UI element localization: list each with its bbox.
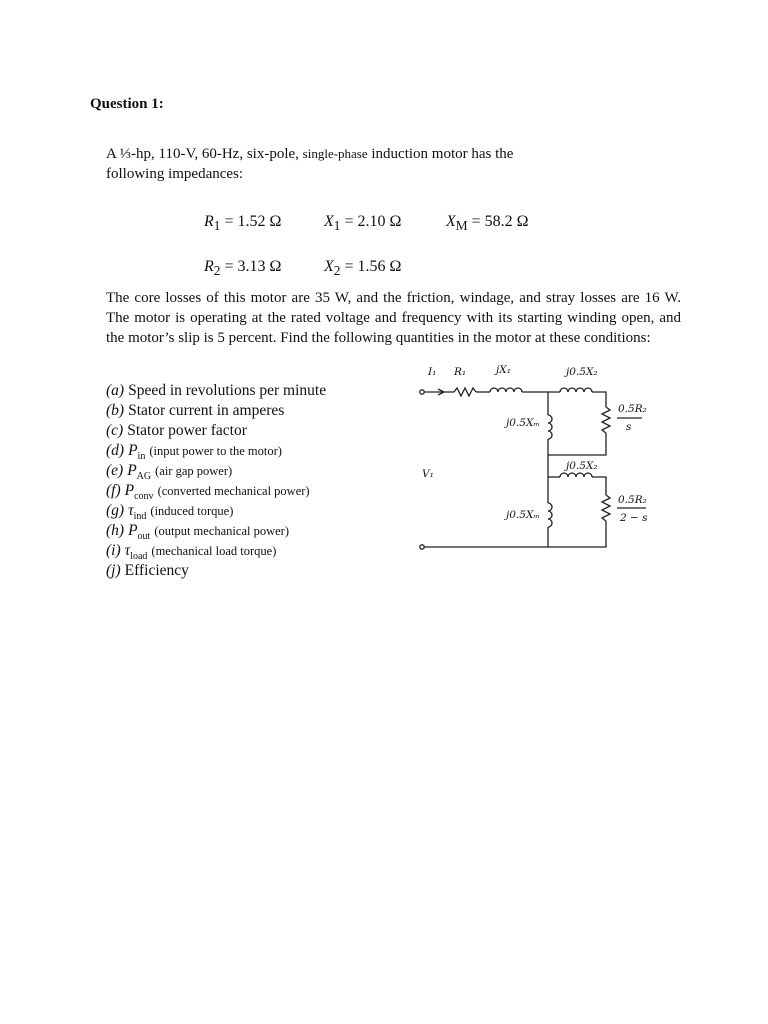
jx1-inductor (490, 388, 522, 392)
label-jx2-bot: j0.5X₂ (566, 460, 598, 472)
eq-x1-value: = 2.10 Ω (344, 213, 402, 230)
eq-x1-symbol: X (324, 213, 334, 230)
item-b-letter: (b) (106, 402, 125, 419)
eq-r2-sub: 2 (213, 263, 221, 279)
label-r2-bot-den: 2 − s (620, 512, 648, 524)
eq-r1-sub: 1 (213, 218, 221, 234)
eq-x1-sub: 1 (333, 218, 341, 234)
item-a-letter: (a) (106, 382, 125, 399)
item-e-note: (air gap power) (155, 464, 233, 478)
item-i-sub: load (130, 551, 148, 563)
item-h-symbol: P (128, 522, 138, 539)
item-j-letter: (j) (106, 562, 121, 579)
eq-x2-value: = 1.56 Ω (344, 258, 402, 275)
item-f-note: (converted mechanical power) (157, 484, 310, 498)
eq-x2 (324, 258, 401, 279)
item-g-symbol: τ (128, 502, 134, 519)
item-f-symbol: P (124, 482, 135, 499)
problem-paragraph: The core losses of this motor are 35 W, and the friction, windage, and stray losses are 16 W. The motor is operating at the rated voltage and frequency with its starting winding open, and the motor’s slip is 5 percent. Find the following quantities in the motor at these conditions: (106, 290, 681, 346)
item-b (106, 402, 284, 420)
intro-part-b: induction motor has the (371, 146, 514, 162)
label-jx1: jX₁ (496, 364, 511, 376)
item-g-sub: ind (133, 511, 147, 523)
label-jx2-top: j0.5X₂ (566, 366, 598, 378)
label-r2-bot-num: 0.5R₂ (618, 494, 647, 506)
eq-r1-symbol: R (204, 213, 214, 230)
item-d-sub: in (137, 451, 146, 463)
eq-r2 (204, 258, 281, 279)
eq-r1 (204, 213, 281, 234)
item-e-letter: (e) (106, 462, 124, 479)
question-title: Question 1: (90, 96, 164, 112)
item-d (106, 442, 282, 462)
item-i-symbol: τ (124, 542, 131, 559)
item-g-note: (induced torque) (150, 504, 234, 518)
item-h-sub: out (137, 531, 151, 543)
item-d-symbol: P (128, 442, 138, 459)
intro-part-a: A ⅓-hp, 110-V, 60-Hz, six-pole, (106, 146, 299, 162)
item-f-letter: (f) (106, 482, 121, 499)
eq-r1-value: = 1.52 Ω (224, 213, 282, 230)
jxm-top-inductor (548, 415, 552, 439)
eq-x2-symbol: X (324, 258, 334, 275)
item-j-text: Efficiency (124, 562, 189, 579)
item-e (106, 462, 232, 482)
jx2-top-inductor (560, 388, 592, 392)
item-c (106, 422, 247, 440)
label-r2-top-den: s (626, 421, 632, 433)
r2-top-resistor (602, 407, 610, 433)
item-g-letter: (g) (106, 502, 125, 519)
item-e-symbol: P (127, 462, 137, 479)
intro-text (106, 144, 626, 184)
label-r1: R₁ (454, 366, 467, 378)
item-j (106, 562, 189, 580)
item-h (106, 522, 289, 542)
label-i1: I₁ (428, 366, 437, 378)
label-jxm-bot: j0.5Xₘ (506, 509, 540, 521)
label-r2-top-num: 0.5R₂ (618, 403, 647, 415)
equivalent-circuit-diagram (410, 355, 690, 565)
r2-bot-resistor (602, 495, 610, 521)
eq-x1 (324, 213, 401, 234)
top-terminal (420, 390, 424, 394)
item-c-text: Stator power factor (127, 422, 247, 439)
item-e-sub: AG (136, 471, 152, 483)
bottom-terminal (420, 545, 424, 549)
label-jxm-top: j0.5Xₘ (506, 417, 540, 429)
item-h-letter: (h) (106, 522, 125, 539)
eq-xm-value: = 58.2 Ω (471, 213, 529, 230)
jxm-bot-inductor (548, 503, 552, 527)
jx2-bot-inductor (560, 473, 592, 477)
r1-resistor (454, 388, 476, 396)
label-v1: V₁ (422, 468, 434, 480)
eq-x2-sub: 2 (333, 263, 341, 279)
item-i-letter: (i) (106, 542, 121, 559)
eq-xm-sub: M (455, 218, 468, 234)
item-a-text: Speed in revolutions per minute (128, 382, 327, 399)
item-c-letter: (c) (106, 422, 124, 439)
item-b-text: Stator current in amperes (128, 402, 285, 419)
item-g (106, 502, 233, 522)
item-f-sub: conv (134, 491, 154, 503)
intro-small-text: single-phase (302, 146, 368, 161)
item-d-note: (input power to the motor) (149, 444, 282, 458)
item-d-letter: (d) (106, 442, 125, 459)
item-f (106, 482, 310, 502)
item-i (106, 542, 276, 562)
item-h-note: (output mechanical power) (154, 524, 289, 538)
item-i-note: (mechanical load torque) (151, 544, 277, 558)
eq-xm (446, 213, 529, 234)
intro-part-c: following impedances: (106, 166, 244, 182)
item-a (106, 382, 326, 400)
eq-r2-symbol: R (204, 258, 214, 275)
eq-r2-value: = 3.13 Ω (224, 258, 282, 275)
eq-xm-symbol: X (446, 213, 456, 230)
